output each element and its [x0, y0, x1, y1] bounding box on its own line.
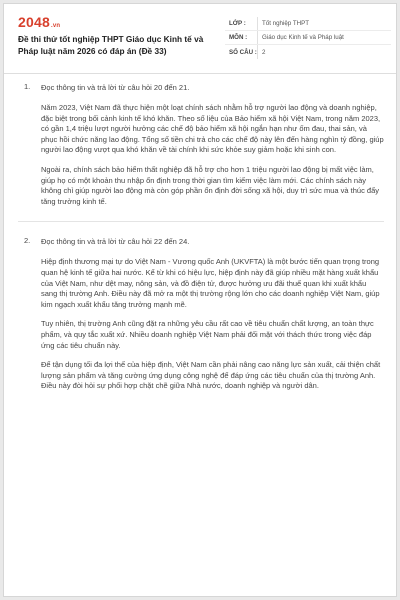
question-paragraph: Năm 2023, Việt Nam đã thực hiện một loạt chính sách nhằm hỗ trợ người lao động và doanh nghiệp, đặc biệt trong bối cảnh kinh tế khó khăn. Theo số liệu của Bảo hiểm xã hội Việt Nam, trong năm 2023, có gần 1,4 triệu lượt người hưởng các chế độ bảo hiểm xã hội ngắn hạn như ốm đau, thai sản, và phục hồi chức năng lao động. Tổng số tiền chi trả cho các chế độ này lên đến hàng nghìn tỷ đồng, giúp người lao động vượt qua khó khăn về tài chính khi sức khỏe suy giảm hoặc khi sinh con. — [41, 103, 384, 155]
question-heading: Đọc thông tin và trả lời từ câu hỏi 22 đến 24. — [41, 237, 190, 247]
site-logo[interactable]: 2048.vn — [18, 14, 61, 30]
question-paragraph: Hiệp định thương mại tự do Việt Nam - Vương quốc Anh (UKVFTA) là một bước tiến quan trọng trong quan hệ kinh tế giữa hai nước. Kể từ khi có hiệu lực, hiệp định này đã giúp nhiều mặt hàng xuất khẩu của Việt Nam, như dệt may, nông sản, và đồ điện tử, được hưởng ưu đãi thuế quan khi xuất khẩu sang thị trường Anh. Điều này đã mở ra một thị trường rộng lớn cho các doanh nghiệp Việt Nam, giúp kim ngạch xuất khẩu tăng trưởng mạnh mẽ. — [41, 257, 380, 309]
info-value: Tốt nghiệp THPT — [257, 17, 391, 30]
info-key: SỐ CÂU : — [229, 48, 257, 56]
exam-title: Đề thi thử tốt nghiệp THPT Giáo dục Kinh tế và Pháp luật năm 2026 có đáp án (Đề 33) — [18, 34, 204, 56]
question-paragraph: Ngoài ra, chính sách bảo hiểm thất nghiệp đã hỗ trợ cho hơn 1 triệu người lao động bị mất việc làm, giúp họ có một khoản thu nhập ổn định trong thời gian tìm kiếm việc làm mới. Các chính sách này không chỉ giúp người lao động mà còn góp phần ổn định đời sống xã hội, duy trì sức mua và thúc đẩy tăng trưởng kinh tế. — [41, 164, 380, 206]
question-1 — [18, 82, 384, 207]
document-content — [18, 82, 384, 392]
document-page — [3, 3, 397, 597]
question-2 — [18, 236, 384, 392]
question-paragraph: Tuy nhiên, thị trường Anh cũng đặt ra những yêu cầu rất cao về tiêu chuẩn chất lượng, an toàn thực phẩm, và quy tắc xuất xứ. Nhiều doanh nghiệp Việt Nam phải đối mặt với thách thức trong việc đáp ứng các tiêu chuẩn này. — [41, 319, 374, 350]
exam-info-table — [225, 17, 391, 59]
question-heading: Đọc thông tin và trả lời từ câu hỏi 20 đến 21. — [41, 83, 190, 92]
info-value: Giáo dục Kinh tế và Pháp luật — [257, 31, 391, 44]
info-key: LỚP : — [229, 20, 246, 27]
question-divider — [18, 221, 384, 222]
question-number: 1. — [24, 82, 31, 91]
info-row-subject — [225, 31, 391, 45]
info-row-question-count — [225, 45, 391, 59]
info-key: MÔN : — [229, 34, 248, 41]
info-value: 2 — [257, 45, 391, 59]
question-number: 2. — [24, 236, 31, 246]
question-paragraph: Để tận dụng tối đa lợi thế của hiệp định, Việt Nam cần phải nâng cao năng lực sản xuất, cải thiện chất lượng sản phẩm và tăng cường ứng dụng công nghệ để đáp ứng các tiêu chuẩn của thị trường Anh. Điều này đòi hỏi sự phối hợp chặt chẽ giữa Nhà nước, doanh nghiệp và người dân. — [41, 360, 381, 391]
info-row-class — [225, 17, 391, 31]
document-header — [4, 4, 396, 74]
